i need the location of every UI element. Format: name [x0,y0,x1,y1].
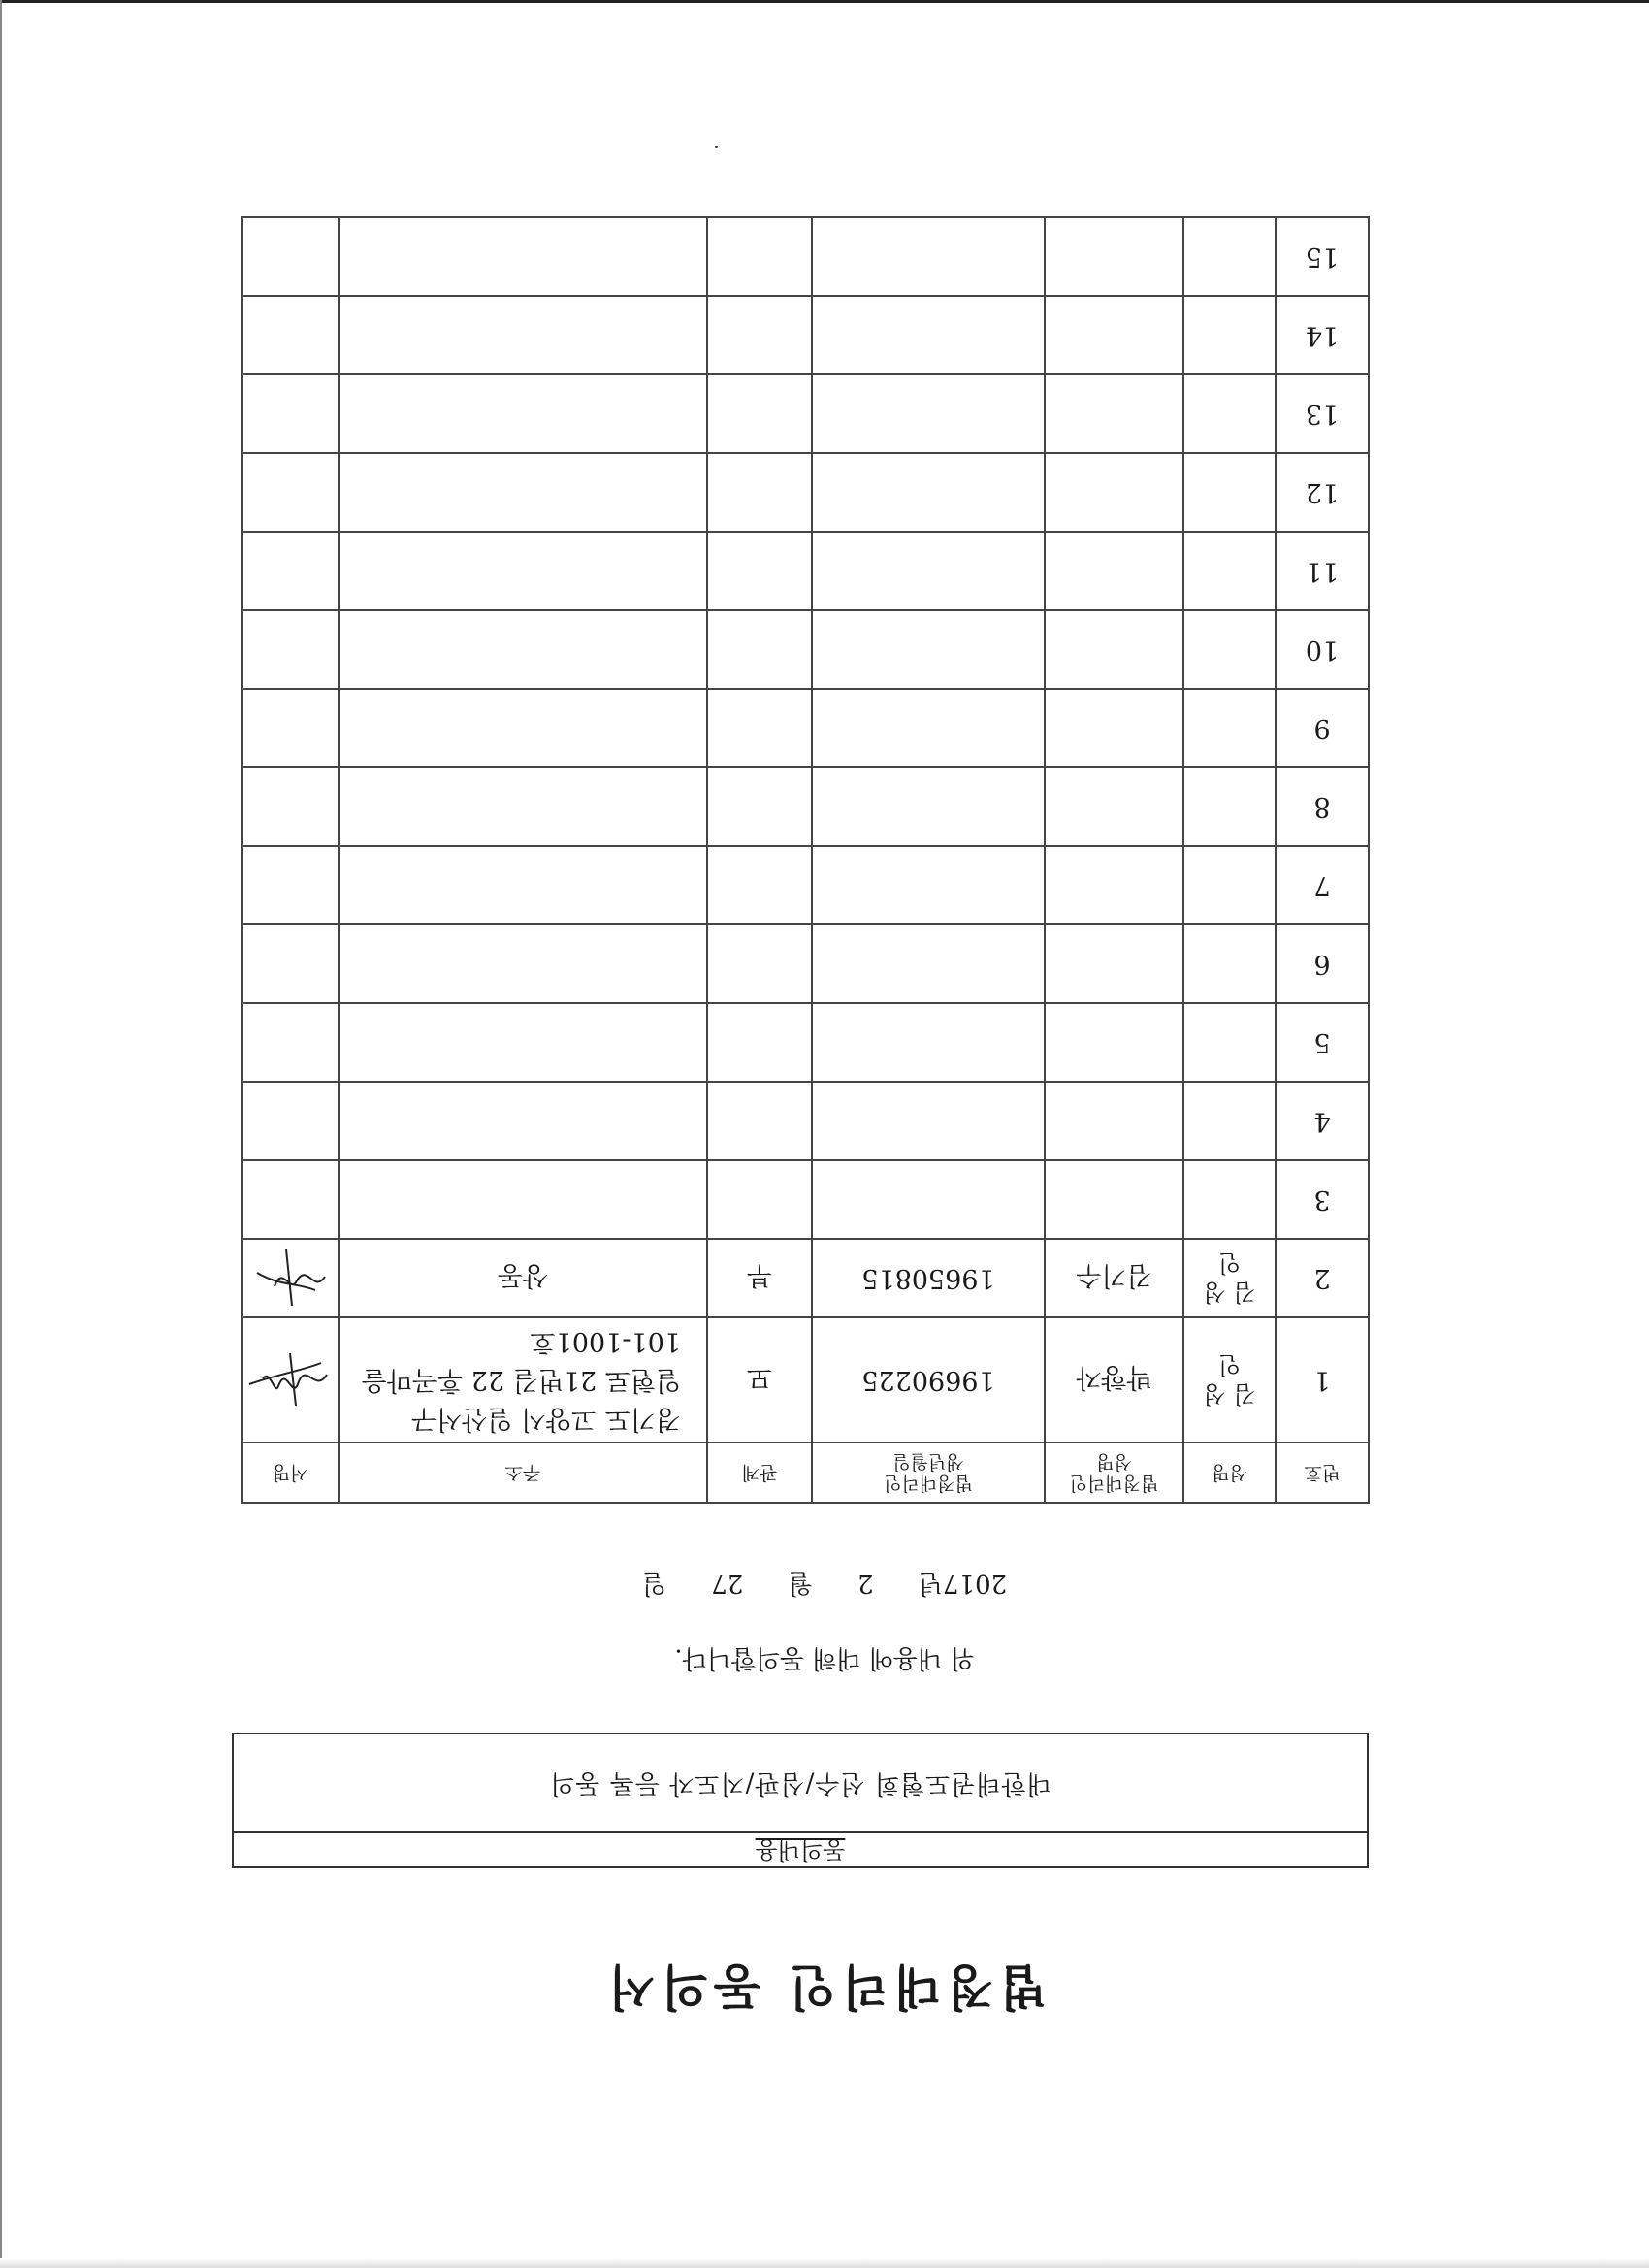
address [339,689,707,767]
address-line: 일현로 21번길 22 후곡마을 [361,1365,681,1396]
signature [242,1160,339,1239]
guardian-name [1045,610,1183,689]
signature [242,532,339,610]
guardian-birthdate [812,532,1045,610]
relation [707,1160,812,1239]
guardian-birthdate [812,767,1045,846]
guardian-birthdate [812,453,1045,532]
row-number: 9 [1276,689,1369,767]
guardian-name [1045,846,1183,924]
guardian-birthdate [812,846,1045,924]
address [339,374,707,453]
address [339,767,707,846]
guardian-birthdate [812,689,1045,767]
consent-body: 대한태권도협회 선수/심판/지도자 등록 동의 [549,1768,1051,1798]
address [339,1003,707,1082]
table-row [242,1239,1369,1317]
relation: 모 [707,1317,812,1442]
signature [242,1239,339,1317]
guardian-name [1045,689,1183,767]
row-number: 13 [1276,374,1369,453]
row-number: 14 [1276,296,1369,374]
header-name: 성명 [1183,1442,1276,1503]
table-row [242,1003,1369,1082]
guardian-table [241,216,1370,1504]
table-row [242,1317,1369,1442]
address [339,532,707,610]
student-name [1183,1239,1276,1317]
student-name-line: 인 [1217,1249,1242,1278]
relation [707,610,812,689]
address [339,1082,707,1160]
relation [707,296,812,374]
guardian-birthdate [812,1160,1045,1239]
signature [242,374,339,453]
row-number: 4 [1276,1082,1369,1160]
row-number: 1 [1276,1317,1369,1442]
relation [707,217,812,296]
signature [242,1003,339,1082]
table-row [242,846,1369,924]
student-name [1183,217,1276,296]
signature [242,1317,339,1442]
signing-date [0,1568,1649,1604]
header-guardian-name [1045,1442,1183,1503]
row-number: 11 [1276,532,1369,610]
table-row [242,924,1369,1003]
address [339,610,707,689]
relation [707,532,812,610]
student-name [1183,453,1276,532]
address-line: 경기도 고양시 일산서구 [411,1404,681,1435]
date-day-number: 27 [711,1569,744,1598]
table-row [242,296,1369,374]
header-guardian-name-line2: 성명 [1096,1451,1132,1473]
table-row [242,610,1369,689]
guardian-birthdate: 19650815 [812,1239,1045,1317]
address [339,453,707,532]
relation [707,1003,812,1082]
row-number: 7 [1276,846,1369,924]
header-guardian-name-line1: 법정대리인 [1069,1473,1159,1494]
signature [242,217,339,296]
guardian-birthdate [812,374,1045,453]
table-row [242,532,1369,610]
guardian-name [1045,532,1183,610]
guardian-name [1045,217,1183,296]
address [339,1160,707,1239]
consent-heading: 동의내용 [234,1831,1367,1866]
address [339,217,707,296]
address [339,1317,707,1442]
student-name [1183,767,1276,846]
header-signature: 서명 [242,1442,339,1503]
guardian-name [1045,1003,1183,1082]
relation [707,924,812,1003]
row-number: 5 [1276,1003,1369,1082]
student-name-line: 김 성 [1203,1380,1256,1409]
header-guardian-birth-line1: 법정대리인 [884,1473,973,1494]
address-line: 상동 [497,1260,549,1290]
table-row [242,767,1369,846]
header-guardian-birth-line2: 생년월일 [892,1451,964,1473]
table-header-row [242,1442,1369,1503]
student-name [1183,374,1276,453]
guardian-name [1045,1160,1183,1239]
table-row [242,217,1369,296]
address [339,1239,707,1317]
guardian-name [1045,924,1183,1003]
student-name [1183,846,1276,924]
table-row [242,374,1369,453]
signature [242,296,339,374]
address [339,296,707,374]
student-name [1183,1003,1276,1082]
student-name [1183,610,1276,689]
guardian-name [1045,767,1183,846]
row-number: 8 [1276,767,1369,846]
document-title: 법정대리인 동의서 [602,1959,1047,2016]
date-day-unit: 일 [641,1569,666,1598]
guardian-name: 박향자 [1045,1317,1183,1442]
student-name [1183,1160,1276,1239]
guardian-birthdate [812,1003,1045,1082]
row-number: 6 [1276,924,1369,1003]
relation [707,1082,812,1160]
table-row [242,1082,1369,1160]
student-name [1183,924,1276,1003]
signature [242,767,339,846]
student-name-line: 김 성 [1203,1279,1256,1307]
guardian-birthdate [812,610,1045,689]
relation [707,689,812,767]
relation [707,374,812,453]
guardian-birthdate [812,1082,1045,1160]
guardian-name [1045,296,1183,374]
header-address: 주소 [339,1442,707,1503]
signature [242,846,339,924]
signature [242,610,339,689]
guardian-name [1045,1082,1183,1160]
student-name [1183,689,1276,767]
address [339,846,707,924]
guardian-name [1045,374,1183,453]
student-name [1183,1317,1276,1442]
student-name-line: 인 [1217,1351,1242,1379]
row-number: 12 [1276,453,1369,532]
address-line: 101-1001호 [530,1326,681,1357]
handwritten-signature [245,1245,335,1312]
agreement-statement: 위 내용에 대해 동의합니다. [674,1643,975,1672]
row-number: 15 [1276,217,1369,296]
signature [242,1082,339,1160]
relation [707,453,812,532]
relation [707,846,812,924]
guardian-birthdate: 19690225 [812,1317,1045,1442]
header-relation: 관계 [707,1442,812,1503]
relation: 부 [707,1239,812,1317]
guardian-name: 김기수 [1045,1239,1183,1317]
table-row [242,453,1369,532]
guardian-name [1045,453,1183,532]
date-month-number: 2 [857,1569,874,1598]
header-no: 번호 [1276,1442,1369,1503]
signature [242,689,339,767]
consent-box [232,1733,1369,1868]
student-name [1183,296,1276,374]
student-name [1183,532,1276,610]
guardian-birthdate [812,924,1045,1003]
row-number: 2 [1276,1239,1369,1317]
date-month-unit: 월 [788,1569,813,1598]
address [339,924,707,1003]
row-number: 10 [1276,610,1369,689]
row-number: 3 [1276,1160,1369,1239]
table-row [242,1160,1369,1239]
student-name [1183,1082,1276,1160]
signature [242,453,339,532]
date-year: 2017년 [918,1569,1008,1598]
guardian-birthdate [812,217,1045,296]
header-guardian-birth [812,1442,1045,1503]
relation [707,767,812,846]
guardian-birthdate [812,296,1045,374]
handwritten-signature [245,1346,335,1414]
table-row [242,689,1369,767]
signature [242,924,339,1003]
